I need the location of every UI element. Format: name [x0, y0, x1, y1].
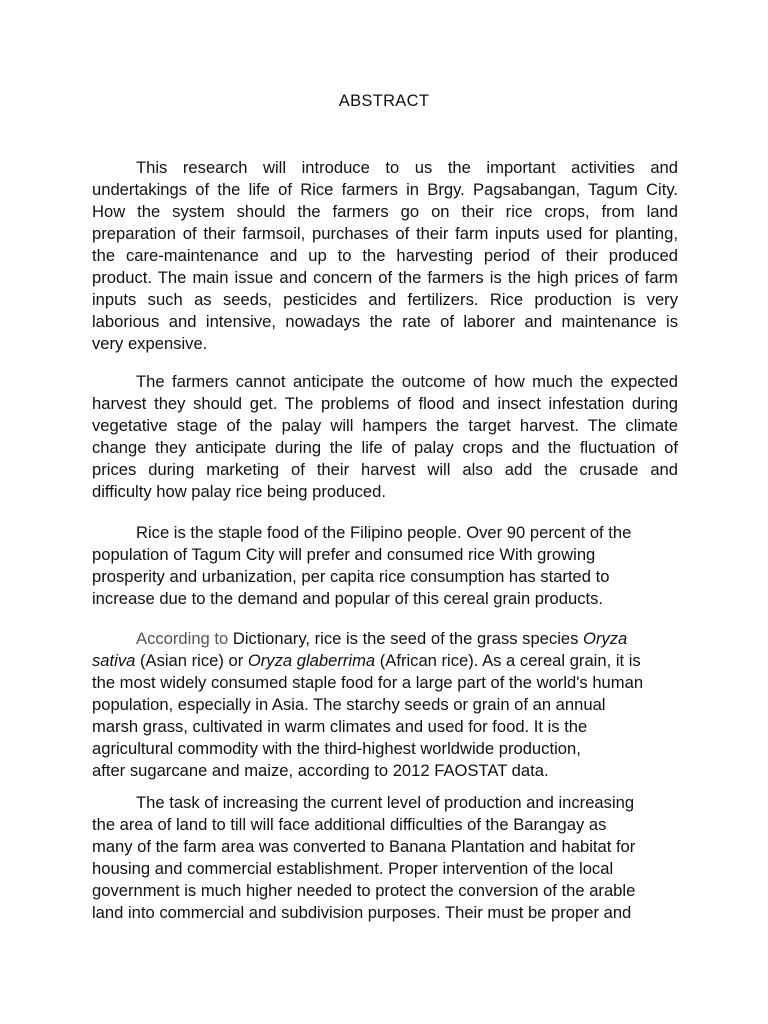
paragraph-line: marsh grass, cultivated in warm climates and used for food. It is the: [92, 717, 588, 736]
paragraph-line: population, especially in Asia. The starchy seeds or grain of an annual: [92, 695, 606, 714]
lead-phrase: According to: [136, 629, 229, 648]
abstract-paragraph-5: [92, 792, 678, 924]
paragraph-line: housing and commercial establishment. Proper intervention of the local: [92, 859, 614, 878]
paragraph-line: product. The main issue and concern of the farmers is the high prices of farm: [92, 268, 678, 287]
paragraph-line: harvest they should get. The problems of flood and insect infestation during: [92, 394, 678, 413]
paragraph-line: undertakings of the life of Rice farmers in Brgy. Pagsabangan, Tagum City.: [92, 180, 678, 199]
paragraph-line: government is much higher needed to protect the conversion of the arable: [92, 881, 636, 900]
paragraph-line: after sugarcane and maize, according to 2012 FAOSTAT data.: [92, 761, 549, 780]
paragraph-line: land into commercial and subdivision purposes. Their must be proper and: [92, 903, 632, 922]
paragraph-line: vegetative stage of the palay will hampers the target harvest. The climate: [92, 416, 678, 435]
abstract-heading: ABSTRACT: [338, 92, 430, 110]
paragraph-line: The task of increasing the current level of production and increasing: [136, 793, 635, 812]
paragraph-line: the most widely consumed staple food for a large part of the world's human: [92, 673, 644, 692]
paragraph-line: laborious and intensive, nowadays the rate of laborer and maintenance is: [92, 312, 678, 331]
paragraph-line: preparation of their farmsoil, purchases of their farm inputs used for planting,: [92, 224, 678, 243]
paragraph-line: How the system should the farmers go on their rice crops, from land: [92, 202, 678, 221]
paragraph-line: Rice is the staple food of the Filipino people. Over 90 percent of the: [136, 523, 632, 542]
paragraph-line: prosperity and urbanization, per capita rice consumption has started to: [92, 567, 610, 586]
paragraph-line: difficulty how palay rice being produced.: [92, 482, 386, 501]
line-text: (Asian rice) or: [135, 651, 248, 670]
abstract-paragraph-1: [92, 157, 678, 355]
abstract-paragraph-3: [92, 522, 678, 610]
paragraph-line: increase due to the demand and popular of this cereal grain products.: [92, 589, 604, 608]
paragraph-line: the area of land to till will face additional difficulties of the Barangay as: [92, 815, 607, 834]
paragraph-line: change they anticipate during the life of palay crops and the fluctuation of: [92, 438, 678, 457]
line-text: Dictionary, rice is the seed of the grass species: [228, 629, 584, 648]
paragraph-line: This research will introduce to us the important activities and: [136, 158, 678, 177]
species-name: sativa: [92, 651, 136, 670]
abstract-paragraph-4: [92, 628, 678, 782]
abstract-paragraph-2: [92, 371, 678, 503]
paragraph-line: very expensive.: [92, 334, 208, 353]
paragraph-line: [92, 628, 678, 650]
paragraph-line: population of Tagum City will prefer and consumed rice With growing: [92, 545, 596, 564]
species-name: Oryza: [583, 629, 628, 648]
paragraph-line: the care-maintenance and up to the harvesting period of their produced: [92, 246, 678, 265]
paragraph-line: inputs such as seeds, pesticides and fertilizers. Rice production is very: [92, 290, 678, 309]
paragraph-line: many of the farm area was converted to Banana Plantation and habitat for: [92, 837, 636, 856]
paragraph-line: The farmers cannot anticipate the outcome of how much the expected: [136, 372, 678, 391]
paragraph-line: [92, 650, 678, 672]
paragraph-line: prices during marketing of their harvest will also add the crusade and: [92, 460, 678, 479]
line-text: (African rice). As a cereal grain, it is: [375, 651, 641, 670]
paragraph-line: agricultural commodity with the third-highest worldwide production,: [92, 739, 581, 758]
species-name: Oryza glaberrima: [247, 651, 376, 670]
